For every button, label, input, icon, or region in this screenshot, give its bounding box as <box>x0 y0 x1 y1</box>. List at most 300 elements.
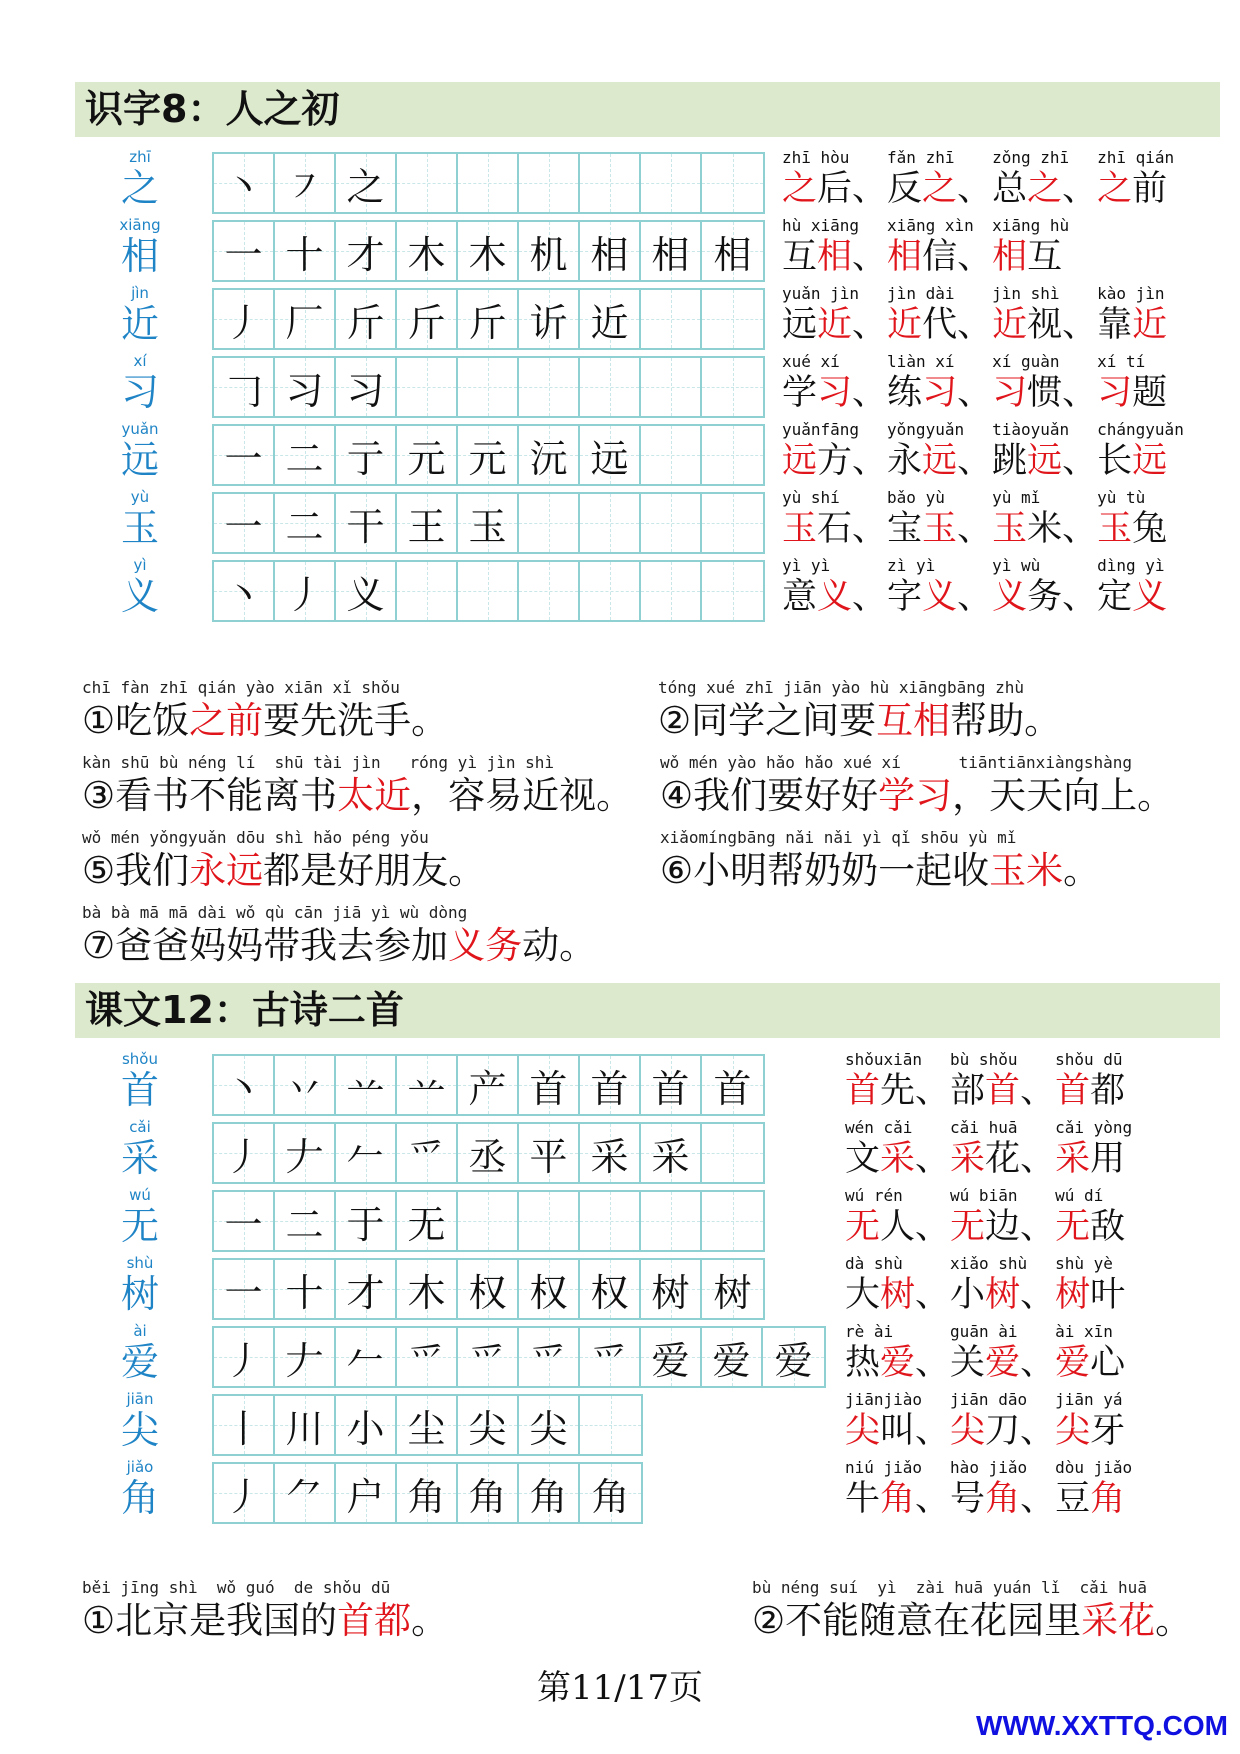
word-hanzi <box>887 576 992 618</box>
sentence-plain: 。 <box>1063 849 1101 892</box>
sentence-key: 玉米 <box>989 849 1064 892</box>
sentence-hanzi <box>82 848 485 894</box>
word-key: 树 <box>985 1275 1021 1315</box>
word-plain: 、 <box>1020 1343 1056 1383</box>
sentence-plain: 。 <box>1155 1599 1193 1642</box>
word-pinyin: hào jiǎo <box>950 1458 1028 1477</box>
word-plain: 题 <box>1132 373 1168 413</box>
word-key: 义 <box>817 577 853 617</box>
word-hanzi <box>992 440 1097 482</box>
sentence-plain: ①吃饭 <box>82 699 190 742</box>
big-char <box>110 352 170 414</box>
word-key: 尖 <box>845 1411 881 1451</box>
big-char-hanzi: 相 <box>120 234 159 278</box>
stroke-cell <box>275 1464 336 1522</box>
stroke-glyph: 爫 <box>407 1134 446 1179</box>
stroke-cell <box>519 154 580 212</box>
stroke-cell <box>641 1056 702 1114</box>
stroke-glyph: 角 <box>591 1474 630 1519</box>
word-hanzi <box>992 508 1097 550</box>
stroke-glyph: 角 <box>407 1474 446 1519</box>
word-pinyin: zì yì <box>887 556 936 575</box>
word-key: 玉 <box>1097 509 1133 549</box>
word-plain: 、 <box>957 509 993 549</box>
stroke-cell <box>336 1260 397 1318</box>
word-key: 玉 <box>922 509 958 549</box>
word-item <box>992 420 1097 482</box>
char-row <box>0 1050 1240 1118</box>
stroke-glyph: 尖 <box>529 1406 568 1451</box>
word-list <box>845 1390 1125 1452</box>
word-hanzi <box>887 508 992 550</box>
sentence-pinyin: bà bà mā mā dài wǒ qù cān jiā yì wù dòng <box>82 903 468 922</box>
char-row <box>0 1254 1240 1322</box>
word-item <box>845 1118 950 1180</box>
word-plain: 、 <box>852 305 888 345</box>
word-key: 远 <box>922 441 958 481</box>
word-list <box>782 216 1069 278</box>
word-key: 首 <box>985 1071 1021 1111</box>
big-char-hanzi: 无 <box>120 1204 159 1248</box>
word-plain: 视、 <box>1027 305 1098 345</box>
stroke-grid <box>212 1054 765 1116</box>
stroke-glyph: 于 <box>346 1202 385 1247</box>
stroke-glyph: 川 <box>285 1406 324 1451</box>
big-char <box>110 1390 170 1452</box>
stroke-glyph: 𠂇 <box>285 1134 324 1179</box>
stroke-glyph: 户 <box>346 1474 385 1519</box>
word-plain: 靠 <box>1097 305 1133 345</box>
word-list <box>845 1254 1125 1316</box>
stroke-glyph: 丨 <box>224 1406 263 1451</box>
word-plain: 、 <box>852 373 888 413</box>
sentence-key: 义务 <box>448 924 523 967</box>
stroke-glyph: 爫 <box>407 1338 446 1383</box>
stroke-cell <box>275 1192 336 1250</box>
stroke-glyph: 首 <box>651 1066 690 1111</box>
word-pinyin: yuǎnfāng <box>782 420 860 439</box>
word-key: 尖 <box>1055 1411 1091 1451</box>
word-item <box>1097 148 1174 210</box>
word-hanzi <box>845 1410 950 1452</box>
sentence-pinyin: kàn shū bù néng lí shū tài jìn róng yì jìn shì <box>82 753 555 772</box>
stroke-cell <box>519 358 580 416</box>
word-pinyin: xí tí <box>1097 352 1146 371</box>
big-char <box>110 1186 170 1248</box>
word-hanzi <box>950 1478 1055 1520</box>
word-plain: 敌 <box>1090 1207 1126 1247</box>
word-plain: 都 <box>1090 1071 1126 1111</box>
stroke-cell <box>336 494 397 552</box>
word-plain: 豆 <box>1055 1479 1091 1519</box>
word-plain: 用 <box>1090 1139 1126 1179</box>
sentence-plain: ，容易近视。 <box>411 774 634 817</box>
word-key: 首 <box>845 1071 881 1111</box>
word-hanzi <box>992 168 1097 210</box>
stroke-grid <box>212 356 765 418</box>
stroke-cell <box>458 494 519 552</box>
stroke-cell <box>275 358 336 416</box>
stroke-cell <box>336 562 397 620</box>
stroke-glyph: 尖 <box>468 1406 507 1451</box>
stroke-grid <box>212 1326 826 1388</box>
word-plain: 惯、 <box>1027 373 1098 413</box>
word-pinyin: wén cǎi <box>845 1118 913 1137</box>
stroke-grid <box>212 1462 643 1524</box>
sentence-plain: ，天天向上。 <box>952 774 1175 817</box>
word-key: 角 <box>1090 1479 1126 1519</box>
stroke-cell <box>214 1260 275 1318</box>
char-row <box>0 148 1240 216</box>
stroke-cell <box>519 222 580 280</box>
stroke-cell <box>214 1124 275 1182</box>
big-char <box>110 148 170 210</box>
stroke-cell <box>397 1396 458 1454</box>
word-item <box>1055 1186 1125 1248</box>
stroke-cell <box>458 222 519 280</box>
stroke-glyph: 远 <box>590 436 629 481</box>
stroke-grid <box>212 1258 765 1320</box>
stroke-glyph: 一 <box>224 1270 263 1315</box>
stroke-cell <box>397 494 458 552</box>
word-plain: 方、 <box>817 441 888 481</box>
stroke-cell <box>458 1192 519 1250</box>
stroke-cell <box>641 494 702 552</box>
word-pinyin: yù shí <box>782 488 840 507</box>
word-item <box>845 1186 950 1248</box>
sentence-hanzi <box>660 848 1100 894</box>
word-pinyin: hù xiāng <box>782 216 860 235</box>
word-hanzi <box>887 372 992 414</box>
sentence-plain: ②同学之间要 <box>658 699 877 742</box>
word-key: 树 <box>1055 1275 1091 1315</box>
stroke-cell <box>580 1192 641 1250</box>
stroke-cell <box>336 1396 397 1454</box>
stroke-glyph: 角 <box>468 1474 507 1519</box>
section-title: 识字8：人之初 <box>75 82 1220 137</box>
stroke-cell <box>641 1192 702 1250</box>
word-plain: 代、 <box>922 305 993 345</box>
stroke-grid <box>212 1122 765 1184</box>
stroke-grid <box>212 560 765 622</box>
stroke-glyph: 首 <box>590 1066 629 1111</box>
stroke-cell <box>397 1192 458 1250</box>
stroke-glyph: 权 <box>590 1270 629 1315</box>
word-plain: 牙 <box>1090 1411 1126 1451</box>
stroke-cell <box>702 358 763 416</box>
stroke-glyph: 首 <box>529 1066 568 1111</box>
stroke-cell <box>336 290 397 348</box>
word-item <box>1097 352 1167 414</box>
word-pinyin: xué xí <box>782 352 840 371</box>
word-hanzi <box>887 304 992 346</box>
example-sentence <box>82 678 448 744</box>
big-char-pinyin: yù <box>130 488 150 506</box>
word-plain: 小 <box>950 1275 986 1315</box>
word-item <box>992 352 1097 414</box>
stroke-cell <box>519 1464 580 1522</box>
stroke-cell <box>214 1396 275 1454</box>
word-pinyin: zhī qián <box>1097 148 1175 167</box>
word-pinyin: xí guàn <box>992 352 1060 371</box>
stroke-cell <box>580 1124 641 1182</box>
big-char-pinyin: shù <box>126 1254 154 1272</box>
stroke-cell <box>336 1124 397 1182</box>
stroke-cell <box>641 222 702 280</box>
word-pinyin: xiǎo shù <box>950 1254 1028 1273</box>
stroke-glyph: 十 <box>285 232 324 277</box>
stroke-glyph: 机 <box>529 232 568 277</box>
word-pinyin: rè ài <box>845 1322 894 1341</box>
stroke-cell <box>458 154 519 212</box>
stroke-cell <box>641 154 702 212</box>
word-item <box>1055 1322 1125 1384</box>
word-plain: 互 <box>1027 237 1063 277</box>
stroke-cell <box>397 1328 458 1386</box>
sentence-plain: ①北京是我国的 <box>82 1599 338 1642</box>
word-hanzi <box>845 1478 950 1520</box>
word-pinyin: wú dí <box>1055 1186 1104 1205</box>
word-item <box>950 1322 1055 1384</box>
word-item <box>845 1458 950 1520</box>
stroke-cell <box>458 1056 519 1114</box>
stroke-glyph: 丿 <box>224 1474 263 1519</box>
word-pinyin: chángyuǎn <box>1097 420 1184 439</box>
stroke-cell <box>641 1328 702 1386</box>
word-hanzi <box>992 372 1097 414</box>
stroke-glyph: 亍 <box>346 436 385 481</box>
stroke-cell <box>336 358 397 416</box>
example-sentence <box>658 678 1061 744</box>
word-hanzi <box>887 440 992 482</box>
word-key: 角 <box>985 1479 1021 1519</box>
char-row <box>0 1322 1240 1390</box>
stroke-cell <box>397 426 458 484</box>
stroke-glyph: 斤 <box>468 300 507 345</box>
stroke-cell <box>397 358 458 416</box>
stroke-cell <box>336 426 397 484</box>
word-pinyin: cǎi huā <box>950 1118 1018 1137</box>
example-sentence <box>660 753 1174 819</box>
word-plain: 学 <box>782 373 818 413</box>
stroke-cell <box>702 222 763 280</box>
char-row <box>0 1458 1240 1526</box>
big-char <box>110 216 170 278</box>
stroke-glyph: 斤 <box>346 300 385 345</box>
word-key: 尖 <box>950 1411 986 1451</box>
word-hanzi <box>992 304 1097 346</box>
stroke-cell <box>214 222 275 280</box>
word-item <box>992 216 1069 278</box>
stroke-grid <box>212 1394 643 1456</box>
stroke-cell <box>702 1260 763 1318</box>
word-plain: 石、 <box>817 509 888 549</box>
word-key: 义 <box>922 577 958 617</box>
word-key: 玉 <box>782 509 818 549</box>
stroke-glyph: 王 <box>407 504 446 549</box>
word-key: 义 <box>1132 577 1168 617</box>
stroke-cell <box>519 1192 580 1250</box>
stroke-cell <box>580 1396 641 1454</box>
word-hanzi <box>782 508 887 550</box>
stroke-cell <box>336 1056 397 1114</box>
big-char-hanzi: 采 <box>120 1136 159 1180</box>
stroke-cell <box>275 1328 336 1386</box>
word-plain: 宝 <box>887 509 923 549</box>
word-key: 爱 <box>1055 1343 1091 1383</box>
word-key: 相 <box>887 237 923 277</box>
char-row <box>0 556 1240 624</box>
stroke-glyph: 沅 <box>529 436 568 481</box>
word-pinyin: yǒngyuǎn <box>887 420 965 439</box>
stroke-glyph: 爱 <box>712 1338 751 1383</box>
stroke-glyph: 𠂇 <box>285 1338 324 1383</box>
word-key: 远 <box>1027 441 1063 481</box>
word-plain: 意 <box>782 577 818 617</box>
word-key: 之 <box>1097 169 1133 209</box>
sentence-key: 永远 <box>189 849 264 892</box>
word-pinyin: niú jiǎo <box>845 1458 923 1477</box>
word-key: 习 <box>992 373 1028 413</box>
word-plain: 永 <box>887 441 923 481</box>
stroke-glyph: 一 <box>224 232 263 277</box>
stroke-glyph: 䒑 <box>407 1066 446 1111</box>
sentence-key: 之前 <box>189 699 264 742</box>
stroke-glyph: 小 <box>346 1406 385 1451</box>
stroke-glyph: 木 <box>407 232 446 277</box>
word-key: 近 <box>817 305 853 345</box>
stroke-grid <box>212 288 765 350</box>
word-key: 爱 <box>985 1343 1021 1383</box>
word-plain: 、 <box>1020 1275 1056 1315</box>
stroke-cell <box>336 154 397 212</box>
word-item <box>1055 1390 1125 1452</box>
stroke-cell <box>702 154 763 212</box>
word-item <box>845 1050 950 1112</box>
word-item <box>1055 1118 1132 1180</box>
word-plain: 、 <box>1062 441 1098 481</box>
word-hanzi <box>1055 1478 1125 1520</box>
stroke-glyph: 䜣 <box>529 300 568 345</box>
stroke-cell <box>702 494 763 552</box>
stroke-cell <box>214 426 275 484</box>
word-item <box>1097 284 1167 346</box>
stroke-glyph: 䒑 <box>346 1066 385 1111</box>
stroke-glyph: 𠂉 <box>346 1338 385 1383</box>
word-plain: 叫、 <box>880 1411 951 1451</box>
word-key: 远 <box>782 441 818 481</box>
stroke-cell <box>214 1328 275 1386</box>
stroke-glyph: 权 <box>529 1270 568 1315</box>
stroke-glyph: 丿 <box>224 300 263 345</box>
word-hanzi <box>1055 1410 1125 1452</box>
word-hanzi <box>845 1274 950 1316</box>
word-pinyin: bù shǒu <box>950 1050 1018 1069</box>
stroke-cell <box>214 1192 275 1250</box>
char-row <box>0 1186 1240 1254</box>
word-list <box>845 1458 1132 1520</box>
word-key: 习 <box>1097 373 1133 413</box>
word-pinyin: zǒng zhī <box>992 148 1070 167</box>
word-key: 玉 <box>992 509 1028 549</box>
word-item <box>845 1254 950 1316</box>
stroke-cell <box>397 1260 458 1318</box>
stroke-glyph: 近 <box>590 300 629 345</box>
word-key: 之 <box>782 169 818 209</box>
big-char <box>110 1118 170 1180</box>
stroke-cell <box>641 426 702 484</box>
stroke-cell <box>702 1192 763 1250</box>
big-char <box>110 1254 170 1316</box>
word-item <box>887 216 992 278</box>
big-char-pinyin: jiān <box>126 1390 154 1408</box>
word-plain: 务、 <box>1027 577 1098 617</box>
word-hanzi <box>1055 1274 1125 1316</box>
word-hanzi <box>1055 1206 1125 1248</box>
sentence-pinyin: tóng xué zhī jiān yào hù xiāngbāng zhù <box>658 678 1025 697</box>
word-list <box>845 1050 1125 1112</box>
sentence-hanzi <box>658 698 1061 744</box>
word-item <box>950 1186 1055 1248</box>
stroke-cell <box>336 222 397 280</box>
stroke-cell <box>519 426 580 484</box>
sentence-pinyin: bù néng suí yì zài huā yuán lǐ cǎi huā <box>752 1578 1147 1597</box>
word-key: 习 <box>817 373 853 413</box>
sentence-key: 学习 <box>878 774 953 817</box>
sentence-plain: ④我们要好好 <box>660 774 879 817</box>
sentence-key: 采花 <box>1081 1599 1156 1642</box>
stroke-glyph: 义 <box>346 572 385 617</box>
char-row <box>0 420 1240 488</box>
word-item <box>1055 1050 1125 1112</box>
stroke-glyph: 一 <box>224 436 263 481</box>
sentence-pinyin: chī fàn zhī qián yào xiān xǐ shǒu <box>82 678 400 697</box>
word-item <box>992 488 1097 550</box>
big-char-hanzi: 义 <box>120 574 159 618</box>
word-pinyin: tiàoyuǎn <box>992 420 1070 439</box>
big-char-pinyin: shǒu <box>121 1050 158 1068</box>
word-pinyin: liàn xí <box>887 352 955 371</box>
word-plain: 热 <box>845 1343 881 1383</box>
stroke-cell <box>519 1396 580 1454</box>
sentence-plain: 动。 <box>522 924 597 967</box>
big-char-pinyin: wú <box>129 1186 151 1204</box>
word-pinyin: jìn shì <box>992 284 1060 303</box>
stroke-cell <box>580 426 641 484</box>
word-pinyin: wú biān <box>950 1186 1018 1205</box>
stroke-cell <box>702 1056 763 1114</box>
word-list <box>782 420 1184 482</box>
word-plain: 总 <box>992 169 1028 209</box>
stroke-cell <box>397 1464 458 1522</box>
word-plain: 互 <box>782 237 818 277</box>
example-sentence <box>82 828 485 894</box>
char-row <box>0 352 1240 420</box>
stroke-cell <box>397 1056 458 1114</box>
stroke-glyph: 丞 <box>468 1134 507 1179</box>
sentence-plain: 都是好朋友。 <box>263 849 486 892</box>
stroke-cell <box>702 426 763 484</box>
word-pinyin: zhī hòu <box>782 148 850 167</box>
stroke-cell <box>641 358 702 416</box>
word-plain: 、 <box>1020 1479 1056 1519</box>
word-item <box>845 1390 950 1452</box>
stroke-cell <box>580 222 641 280</box>
stroke-cell <box>519 1056 580 1114</box>
word-item <box>992 284 1097 346</box>
word-plain: 先、 <box>880 1071 951 1111</box>
stroke-glyph: 玉 <box>468 504 507 549</box>
